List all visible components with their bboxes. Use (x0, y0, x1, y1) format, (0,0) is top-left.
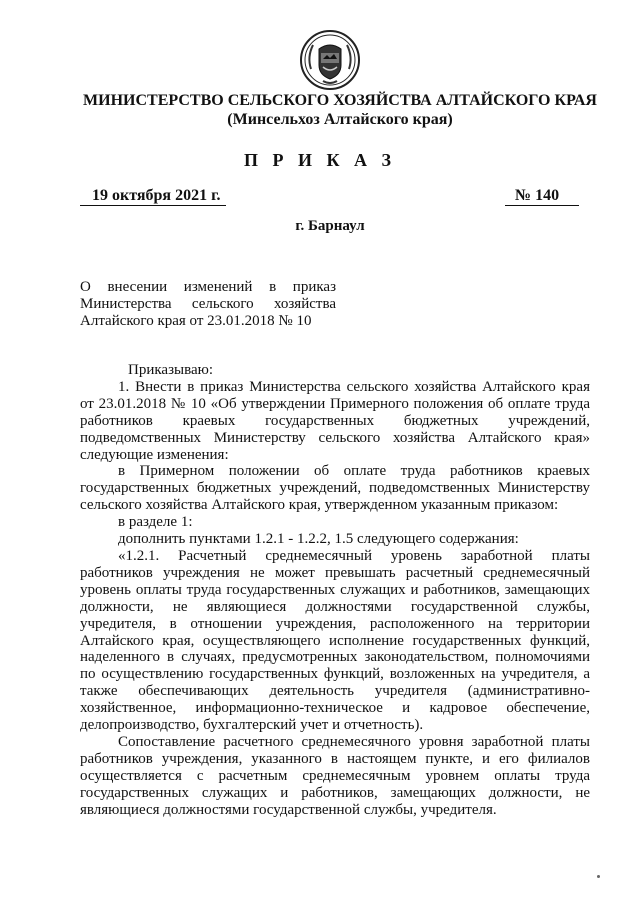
body-paragraph-section: в разделе 1: (118, 514, 193, 531)
ministry-name: МИНИСТЕРСТВО СЕЛЬСКОГО ХОЗЯЙСТВА АЛТАЙСКОГО КРАЯ (83, 92, 597, 109)
scan-mark (597, 875, 600, 878)
body-paragraph-supplement: дополнить пунктами 1.2.1 - 1.2.2, 1.5 следующего содержания: (118, 531, 519, 548)
body-paragraph-comparison: Сопоставление расчетного среднемесячного уровня заработной платы работников учреждения, указанного в настоящем пункте, и его филиалов осуществляется с расчетным среднемесячным уровнем оплаты труда государственных служащих и работников, замещающих должности, не являющиеся должностями государственной службы, учредителя. (80, 733, 590, 818)
body-paragraph-regulation: в Примерном положении об оплате труда работников краевых государственных бюджетных учреждений, подведомственных Министерству сельского хозяйства Алтайского края, утвержденном указанным приказом: (80, 463, 590, 514)
order-subject (80, 279, 336, 330)
ministry-short-name: (Минсельхоз Алтайского края) (227, 111, 453, 128)
order-number: № 140 (505, 187, 579, 206)
subject-line-1: О внесении изменений в приказ (80, 279, 336, 295)
order-city: г. Барнаул (295, 218, 365, 234)
subject-line-3: Алтайского края от 23.01.2018 № 10 (80, 313, 312, 329)
order-date: 19 октября 2021 г. (80, 187, 226, 206)
body-paragraph-order: Приказываю: (128, 362, 213, 378)
order-body (80, 362, 590, 818)
body-paragraph-item-1: 1. Внести в приказ Министерства сельского хозяйства Алтайского края от 23.01.2018 № 10 «Об утверждении Примерного положения об оплате труда работников краевых государственных бюджетных учреждений, подведомственных Министерству сельского хозяйства Алтайского края» следующие изменения: (80, 378, 590, 463)
coat-of-arms-icon (299, 29, 361, 91)
body-paragraph-1-2-1: «1.2.1. Расчетный среднемесячный уровень заработной платы работников учреждения не может превышать расчетный среднемесячный уровень оплаты труда государственных служащих и работников, замещающих должности, не являющиеся должностями государственной службы, учредителя, в отношении учреждения, расположенного на территории Алтайского края, осуществляющего исполнение государственных функций, наделенного в случаях, предусмотренных законодательством, полномочиями по осуществлению государственных функций, возложенных на учредителя, а также обеспечивающих деятельность учредителя (административно-хозяйственное, информационно-техническое и кадровое обеспечение, делопроизводство, бухгалтерский учет и отчетность). (80, 547, 590, 734)
document-type: П Р И К А З (243, 150, 397, 170)
subject-line-2: Министерства сельского хозяйства (80, 296, 336, 312)
